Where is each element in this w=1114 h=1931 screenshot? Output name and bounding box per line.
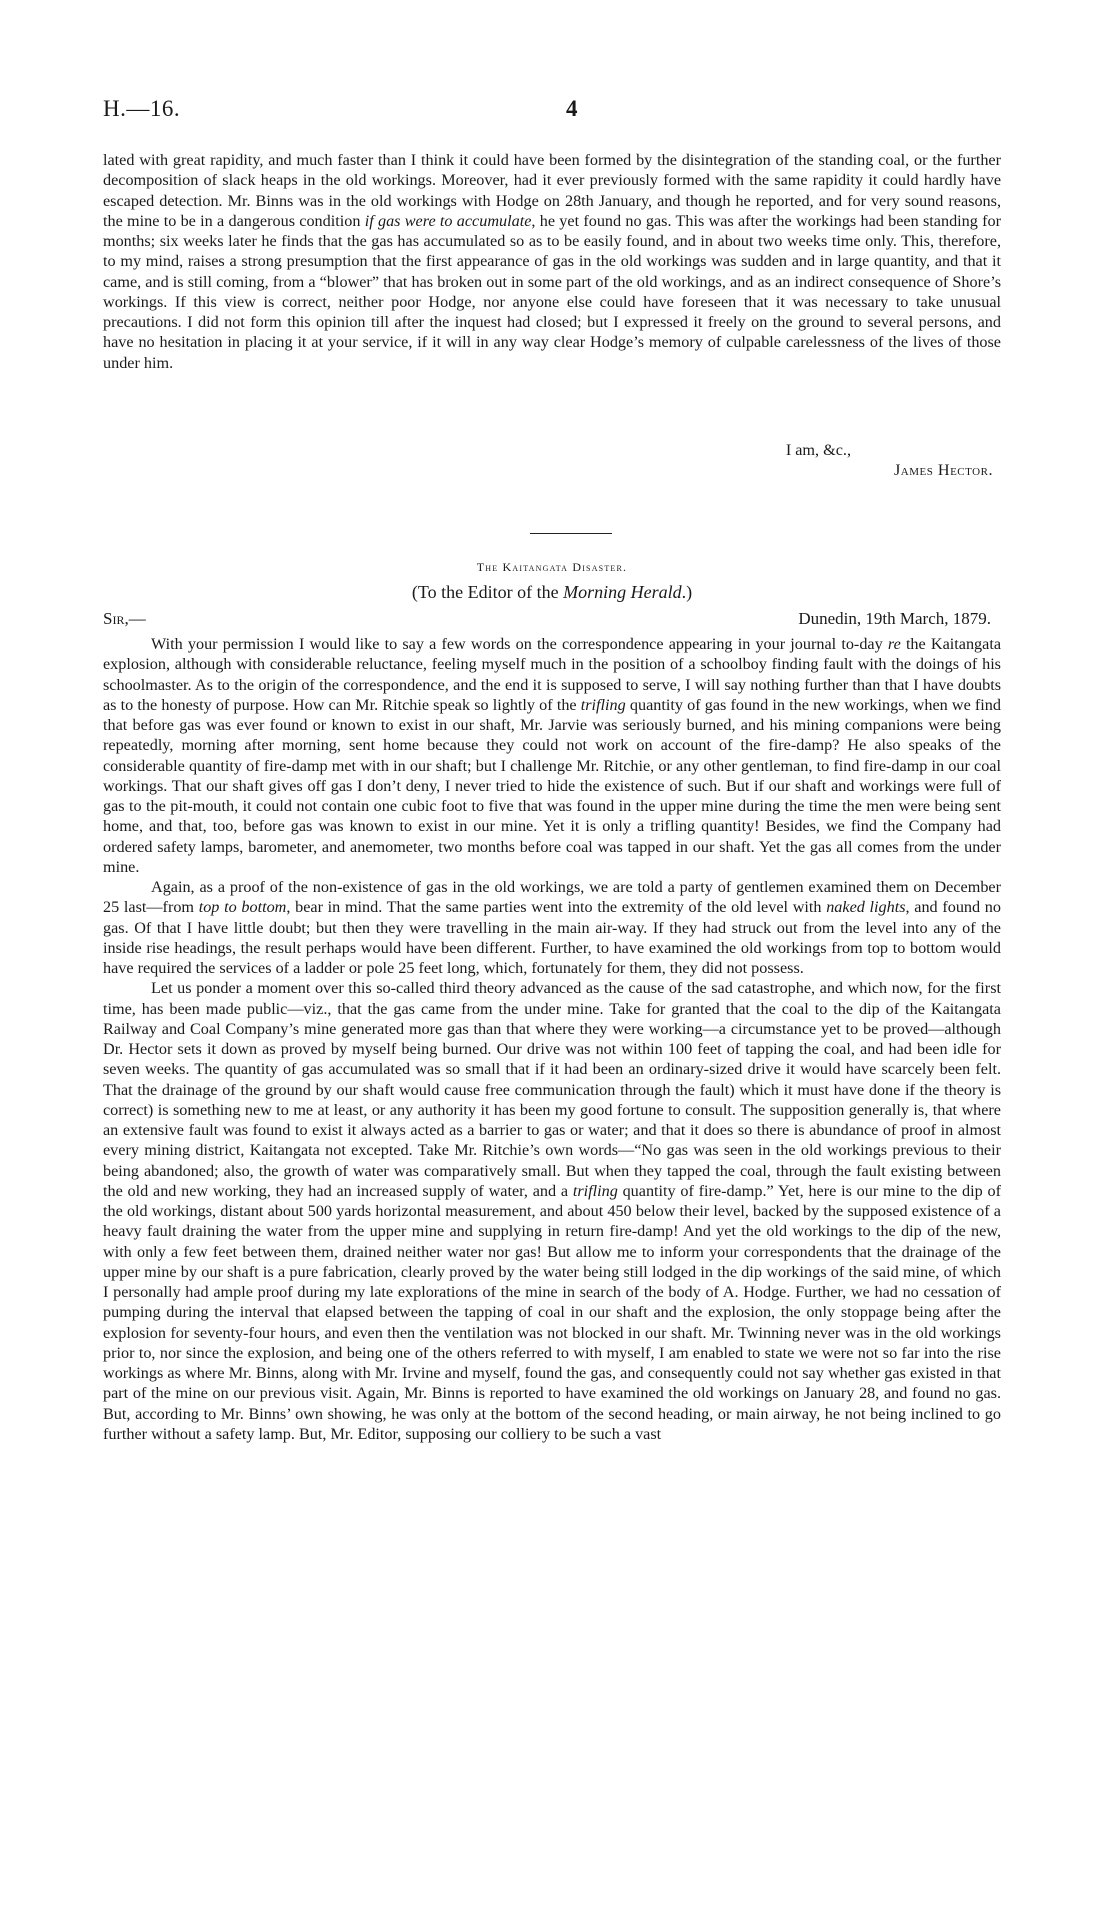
section-code: H.—16. bbox=[103, 96, 181, 121]
letter-hector-closing bbox=[103, 440, 1001, 481]
salutation-row bbox=[103, 609, 1001, 631]
section-divider bbox=[530, 533, 612, 534]
page-number: 4 bbox=[566, 96, 578, 121]
closing-formula: I am, &c., bbox=[785, 441, 851, 459]
signature: James Hector. bbox=[893, 461, 993, 480]
article-title: The Kaitangata Disaster. bbox=[476, 560, 628, 574]
paragraph: With your permission I would like to say a few words on the correspondence appearing in your journal to-day re the Kaitangata explosion, although with considerable reluctance, feeling myself much in the position of a schoolboy finding fault with the doings of his schoolmaster. As to the origin of the correspondence, and the end it is supposed to serve, I will say nothing further than that I have doubts as to the honesty of purpose. How can Mr. Ritchie speak so lightly of the trifling quantity of gas found in the new workings, when we find that before gas was ever found or known to exist in our shaft, Mr. Jarvie was seriously burned, and his mining companions were being repeatedly, morning after morning, sent home because they could not work on account of the fire-damp? He also speaks of the considerable quantity of fire-damp met with in our shaft; but I challenge Mr. Ritchie, or any other gentleman, to find fire-damp in our coal workings. That our shaft gives off gas I don’t deny, I never tried to hide the existence of such. But if our shaft and workings were full of gas to the pit-mouth, it could not contain one cubic foot to five that was found in the upper mine during the time the men were being sent home, and that, too, before gas was known to exist in our mine. Yet it is only a trifling quantity! Besides, we find the Company had ordered safety lamps, barometer, and anemometer, two months before coal was tapped in our shaft. Yet the gas all comes from the under mine. bbox=[103, 635, 1001, 876]
letter-hector-body bbox=[103, 150, 1001, 373]
letter-body bbox=[103, 634, 1001, 1444]
paragraph: lated with great rapidity, and much faster than I think it could have been formed by the disintegration of the standing coal, or the further decomposition of slack heaps in the old workings. Moreover, had it ever previously formed with the same rapidity it could hardly have escaped detection. Mr. Binns was in the old workings with Hodge on 28th January, and though he reported, and for very sound reasons, the mine to be in a dangerous condition if gas were to accumulate, he yet found no gas. This was after the workings had been standing for months; six weeks later he finds that the gas has accumulated so as to be easily found, and in about two weeks time only. This, therefore, to my mind, raises a strong presumption that the first appearance of gas in the old workings was sudden and in large quantity, and that it came, and is still coming, from a “blower” that has broken out in some part of the old workings, and as an indirect consequence of Shore’s workings. If this view is correct, neither poor Hodge, nor anyone else could have foreseen that it was necessary to take unusual precautions. I did not form this opinion till after the inquest had closed; but I expressed it freely on the ground to several persons, and have no hesitation in placing it at your service, if it will in any way clear Hodge’s memory of culpable carelessness of the lives of those under him. bbox=[103, 151, 1002, 372]
dateline: Dunedin, 19th March, 1879. bbox=[798, 609, 991, 628]
article-subtitle: (To the Editor of the Morning Herald.) bbox=[411, 582, 693, 602]
paragraph: Let us ponder a moment over this so-called third theory advanced as the cause of the sad catastrophe, and which now, for the first time, has been made public—viz., that the gas came from the under mine. Take for granted that the coal to the dip of the Kaitangata Railway and Coal Company’s mine generated more gas than that where they were working—a circumstance yet to be proved—although Dr. Hector sets it down as proved by myself being burned. Our drive was not within 100 feet of tapping the coal, and had been idle for seven weeks. The quantity of gas accumulated was so small that if it had been an ordinary-sized drive it would have scarcely been felt. That the drainage of the ground by our shaft would cause free communication through the fault) which it must have done if the theory is correct) is something new to me at least, or any authority it has been my good fortune to consult. The supposition generally is, that where an extensive fault was found to exist it always acted as a barrier to gas or water; and that it does so there is abundance of proof in almost every mining district, Kaitangata not excepted. Take Mr. Ritchie’s own words—“No gas was seen in the old workings previous to their being abandoned; also, the growth of water was comparatively small. But when they tapped the coal, through the fault existing between the old and new working, they had an increased supply of water, and a trifling quantity of fire-damp.” Yet, here is our mine to the dip of the old workings, distant about 500 yards horizontal measurement, and about 450 below their level, backed by the supposed existence of a heavy fault draining the water from the upper mine and supplying in return fire-damp! And yet the old workings to the dip of the new, with only a few feet between them, drained neither water nor gas! But allow me to inform your correspondents that the drainage of the upper mine by our shaft is a pure fabrication, clearly proved by the water being still lodged in the dip workings of the said mine, of which I personally had ample proof during my late explorations of the mine in search of the body of A. Hodge. Further, we had no cessation of pumping during the interval that elapsed between the tapping of coal in our shaft and the explosion, the only stoppage being after the explosion for seventy-four hours, and even then the ventilation was not blocked in our shaft. Mr. Twinning never was in the old workings prior to, nor since the explosion, and being one of the others referred to with myself, I am enabled to state we were not so far into the rise workings as where Mr. Binns, along with Mr. Irvine and myself, found the gas, and consequently could not say whether gas existed in that part of the mine on our previous visit. Again, Mr. Binns is reported to have examined the old workings on January 28, and found no gas. But, according to Mr. Binns’ own showing, he was only at the bottom of the second heading, or main airway, he not being inclined to go further without a safety lamp. But, Mr. Editor, supposing our colliery to be such a vast bbox=[103, 979, 1002, 1443]
salutation: Sir,— bbox=[103, 609, 146, 628]
paragraph: Again, as a proof of the non-existence of gas in the old workings, we are told a party of gentlemen examined them on December 25 last—from top to bottom, bear in mind. That the same parties went into the extremity of the old level with naked lights, and found no gas. Of that I have little doubt; but then they were travelling in the main air-way. If they had struck out from the level into any of the inside rise headings, the result perhaps would have been different. Further, to have examined the old workings from top to bottom would have required the services of a ladder or pole 25 feet long, which, fortunately for them, they did not possess. bbox=[103, 878, 1001, 977]
page-header bbox=[103, 96, 1001, 128]
